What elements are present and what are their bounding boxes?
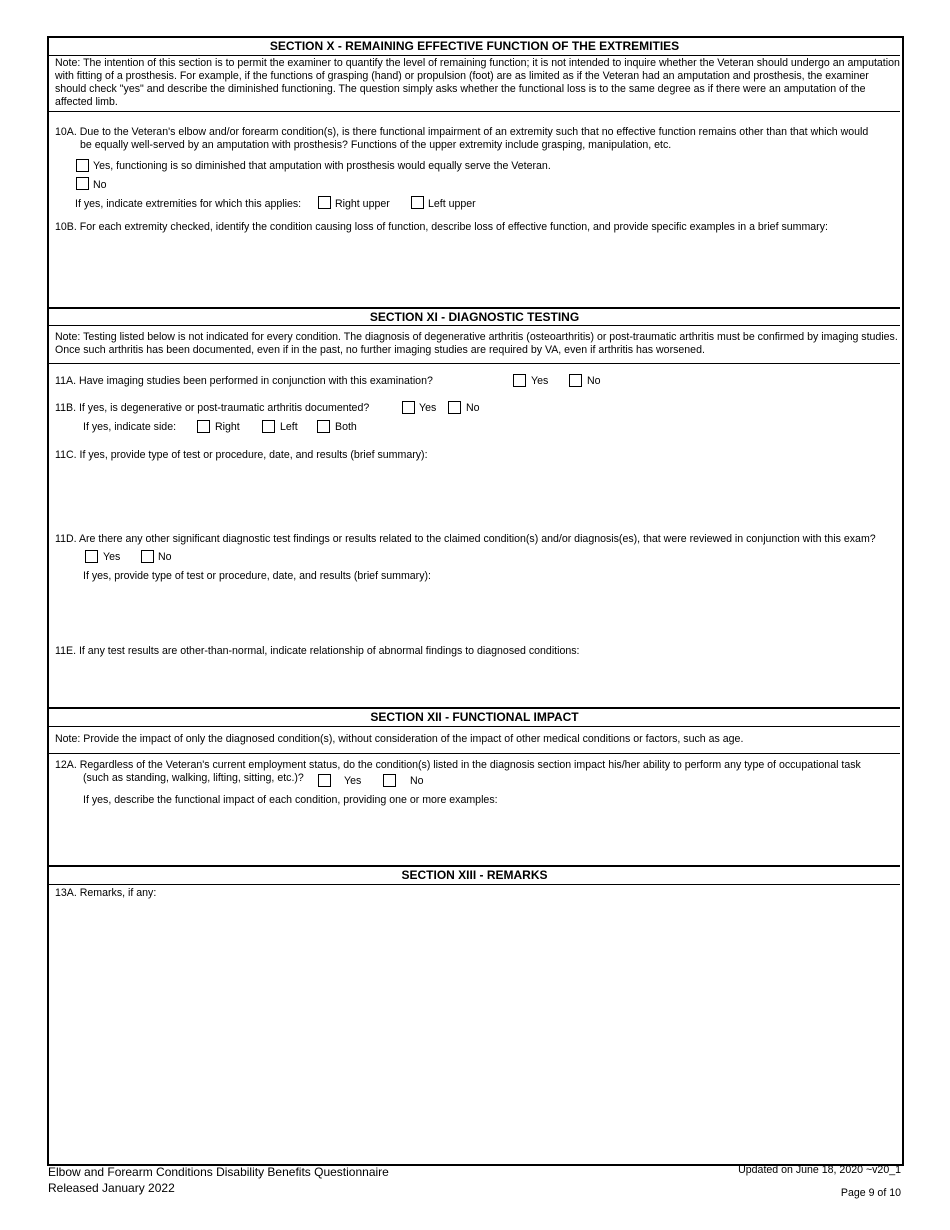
q11d-no-label: No [158,551,172,563]
q11b-no-checkbox[interactable] [448,401,461,414]
divider [49,707,900,709]
q12a-no-checkbox[interactable] [383,774,396,787]
question-12a-text-cont: (such as standing, walking, lifting, sitting, etc.)? [83,772,304,784]
q11d-ifyes-label: If yes, provide type of test or procedure, date, and results (brief summary): [83,570,431,582]
q12a-yes-label: Yes [344,775,362,787]
question-13a-text: 13A. Remarks, if any: [55,887,157,899]
q11b-yes-checkbox[interactable] [402,401,415,414]
q11e-response-area[interactable] [55,660,895,705]
footer-form-name: Elbow and Forearm Conditions Disability Benefits Questionnaire [48,1165,389,1179]
q10a-yes-label: Yes, functioning is so diminished that amputation with prosthesis would equally serve the Veteran. [93,160,551,172]
q11a-yes-label: Yes [531,375,549,387]
question-11b-text: 11B. If yes, is degenerative or post-traumatic arthritis documented? [55,402,370,414]
divider [49,884,900,885]
q11b-both-checkbox[interactable] [317,420,330,433]
q10a-right-upper-label: Right upper [335,198,390,210]
q11b-left-checkbox[interactable] [262,420,275,433]
divider [49,111,900,112]
divider [49,363,900,364]
q10a-left-upper-label: Left upper [428,198,476,210]
question-10a-text: 10A. Due to the Veteran's elbow and/or forearm condition(s), is there functional impairment of an extremity such that no effective function remains other than that which would [55,126,869,138]
question-11e-text: 11E. If any test results are other-than-normal, indicate relationship of abnormal findings to diagnosed conditions: [55,645,580,657]
section-xii-title: SECTION XII - FUNCTIONAL IMPACT [370,710,579,724]
q12a-yes-checkbox[interactable] [318,774,331,787]
question-12a-text: 12A. Regardless of the Veteran's current employment status, do the condition(s) listed in the diagnosis section impact his/her ability to perform any type of occupational task [55,759,861,771]
q11b-left-label: Left [280,421,298,433]
section-x-note: Note: The intention of this section is to permit the examiner to quantify the level of remaining function; it is not intended to inquire whether the Veteran should undergo an amputation with fitting of a prosthesis. For example, if the functions of grasping (hand) or propulsion (foot) are as limited as if the Veteran had an amputation and prosthesis, the examiner should check "yes" and describe the diminished functioning. The question simply asks whether the functional loss is to the same degree as if there were an amputation of the affected limb. [55,57,900,108]
q11b-no-label: No [466,402,480,414]
divider [49,726,900,727]
q10a-no-label: No [93,179,107,191]
q12a-ifyes-label: If yes, describe the functional impact of each condition, providing one or more examples: [83,794,498,806]
q10a-ifyes-label: If yes, indicate extremities for which this applies: [75,198,302,210]
q10a-yes-checkbox[interactable] [76,159,89,172]
footer-released: Released January 2022 [48,1181,175,1195]
question-11a-text: 11A. Have imaging studies been performed in conjunction with this examination? [55,375,433,387]
question-10b-text: 10B. For each extremity checked, identify the condition causing loss of function, describe loss of effective function, and provide specific examples in a brief summary: [55,221,828,233]
q11d-yes-checkbox[interactable] [85,550,98,563]
q11c-response-area[interactable] [55,464,895,528]
q11b-right-label: Right [215,421,240,433]
section-xi-note: Note: Testing listed below is not indicated for every condition. The diagnosis of degenerative arthritis (osteoarthritis) or post-traumatic arthritis must be confirmed by imaging studies. Once such arthritis has been documented, even if in the past, no further imaging studies are required by VA, even if arthritis has worsened. [55,331,898,356]
footer-updated: Updated on June 18, 2020 ~v20_1 [738,1164,901,1176]
q11d-yes-label: Yes [103,551,121,563]
q11a-no-label: No [587,375,601,387]
q11d-no-checkbox[interactable] [141,550,154,563]
q12a-no-label: No [410,775,424,787]
divider [49,753,900,754]
divider [49,307,900,309]
q10b-response-area[interactable] [55,236,895,304]
q10a-left-upper-checkbox[interactable] [411,196,424,209]
q11b-both-label: Both [335,421,357,433]
section-xiii-title: SECTION XIII - REMARKS [401,868,548,882]
section-xi-title: SECTION XI - DIAGNOSTIC TESTING [369,310,580,324]
section-x-title: SECTION X - REMAINING EFFECTIVE FUNCTION OF THE EXTREMITIES [269,39,680,53]
section-xii-note: Note: Provide the impact of only the diagnosed condition(s), without consideration of the impact of other medical conditions or factors, such as age. [55,733,744,745]
q13a-response-area[interactable] [55,902,895,1158]
divider [49,55,900,56]
q11a-no-checkbox[interactable] [569,374,582,387]
q12a-response-area[interactable] [55,809,895,863]
q11d-response-area[interactable] [55,585,895,641]
q11b-right-checkbox[interactable] [197,420,210,433]
divider [49,865,900,867]
question-11c-text: 11C. If yes, provide type of test or procedure, date, and results (brief summary): [55,449,428,461]
question-11d-text: 11D. Are there any other significant diagnostic test findings or results related to the claimed condition(s) and/or diagnosis(es), that were reviewed in conjunction with this exam? [55,533,876,545]
q11b-yes-label: Yes [419,402,437,414]
q10a-no-checkbox[interactable] [76,177,89,190]
divider [49,325,900,326]
q10a-right-upper-checkbox[interactable] [318,196,331,209]
q11b-side-label: If yes, indicate side: [83,421,177,433]
question-10a-text-cont: be equally well-served by an amputation with prosthesis? Functions of the upper extremity include grasping, manipulation, etc. [80,139,672,151]
q11a-yes-checkbox[interactable] [513,374,526,387]
footer-page-number: Page 9 of 10 [840,1187,901,1199]
